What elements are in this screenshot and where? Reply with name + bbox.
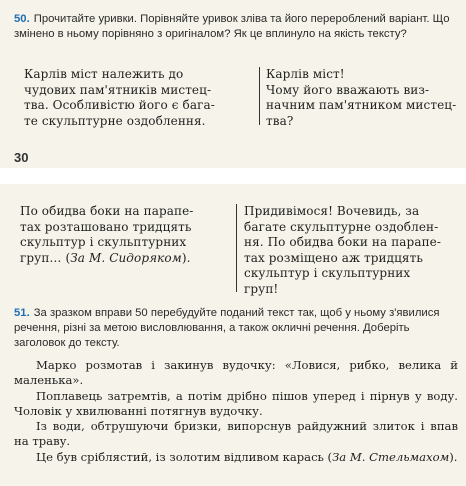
story-paragraph-1: Марко розмотав і закинув вудочку: «Ловися, рибко, велика й маленька». (14, 358, 458, 388)
revised-excerpt-2: Придивімося! Вочевидь, за багате скульптурне оздоблен- ня. По обидва боки на парапе- тах розміщено аж тридцять скульптур і скульптурних груп! (244, 204, 442, 296)
task-51-number: 51. (14, 307, 30, 319)
original-excerpt-1: Карлів міст належить до чудових пам'ятників мистец- тва. Особливістю його є бага- те скульптурне оздоблення. (24, 67, 215, 128)
page-top (0, 0, 466, 168)
page-number: 30 (14, 150, 29, 165)
story-paragraph-4 (14, 450, 458, 465)
story-paragraph-4-end: ). (449, 449, 458, 464)
task-50-number: 50. (14, 13, 30, 25)
story-paragraph-3: Із води, обтрушуючи бризки, випорснув райдужний злиток і впав на траву. (14, 419, 458, 449)
story-text (14, 358, 458, 465)
story-paragraph-2: Поплавець затремтів, а потім дрібно пішов уперед і пірнув у воду. Чоловік у хвилюванні потягнув вудочку. (14, 388, 458, 418)
task-51-text: За зразком вправи 50 перебудуйте поданий текст так, щоб у ньому з'явилися речення, різні за метою висловлювання, а також окличні речення. Доберіть заголовок до тексту. (14, 307, 440, 349)
original-excerpt-2-end: ). (181, 250, 191, 265)
story-paragraph-4-text: Це був сріблястий, із золотим відливом карась ( (36, 449, 333, 464)
task-50-text: Прочитайте уривки. Порівняйте уривок зліва та його перероблений варіант. Що змінено в ньому порівняно з оригіналом? Як це вплинуло на якість тексту? (14, 13, 450, 40)
original-excerpt-2 (20, 204, 228, 266)
task-51-instruction (14, 306, 454, 351)
story-author: За М. Стельмахом (332, 449, 450, 464)
column-divider-2 (236, 204, 237, 292)
task-50-instruction (14, 12, 454, 42)
column-divider-1 (259, 67, 260, 125)
original-excerpt-2-author: За М. Сидоряком (70, 250, 182, 265)
original-excerpt-2-text: По обидва боки на парапе- тах розташовано тридцять скульптур і скульптурних груп… ( (20, 204, 194, 265)
revised-excerpt-1: Карлів міст! Чому його вважають виз- начним пам'ятником мистец- тва? (266, 67, 457, 128)
